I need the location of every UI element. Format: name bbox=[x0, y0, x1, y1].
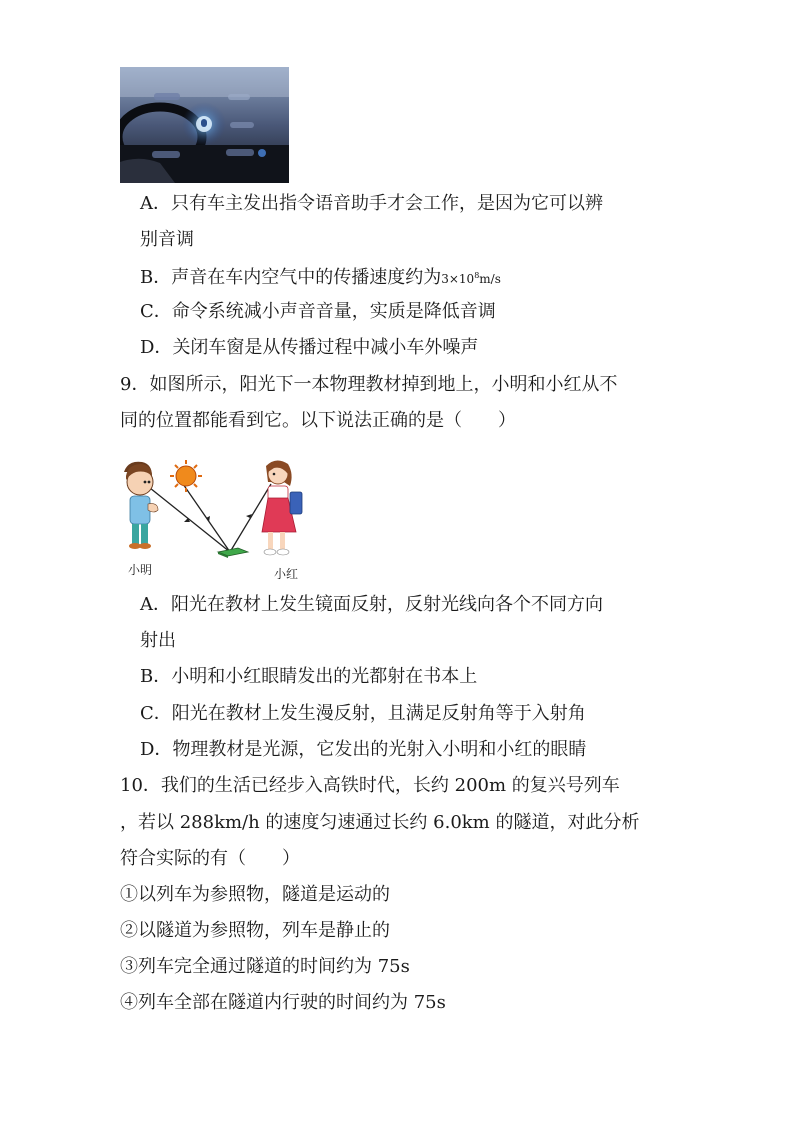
car-dashboard-photo bbox=[120, 67, 289, 183]
q10-statement-4: ④列车全部在隧道内行驶的时间约为 75s bbox=[120, 992, 446, 1013]
reflection-figure bbox=[118, 452, 318, 584]
q10-statement-2: ②以隧道为参照物，列车是静止的 bbox=[120, 920, 390, 941]
q9-option-a-letter: A． bbox=[140, 594, 171, 615]
q8-option-a-letter: A． bbox=[140, 193, 171, 214]
q8-option-c-letter: C． bbox=[140, 301, 172, 322]
label-xiaoming: 小明 bbox=[128, 563, 153, 577]
q9-option-c bbox=[140, 702, 586, 726]
q10-statement-3: ③列车完全通过隧道的时间约为 75s bbox=[120, 956, 410, 977]
q9-option-c-letter: C． bbox=[140, 703, 172, 724]
q8-option-d-letter: D． bbox=[140, 337, 173, 358]
q8-option-b-text: 声音在车内空气中的传播速度约为 bbox=[171, 267, 442, 288]
q8-option-c bbox=[140, 300, 496, 324]
q9-stem-line-2: 同的位置都能看到它。以下说法正确的是（ ） bbox=[120, 410, 516, 431]
q9-option-d-letter: D． bbox=[140, 739, 173, 760]
q9-option-d-text: 物理教材是光源，它发出的光射入小明和小红的眼睛 bbox=[172, 739, 587, 760]
car-dashboard-image bbox=[120, 67, 289, 183]
q8-option-a-text: 只有车主发出指令语音助手才会工作，是因为它可以辨 bbox=[171, 193, 603, 214]
q8-option-b-speed: $3\times 10^8m/s$ bbox=[441, 271, 501, 286]
q9-option-b-text: 小明和小红眼睛发出的光都射在书本上 bbox=[171, 666, 478, 687]
q8-option-d bbox=[140, 336, 478, 360]
q9-option-b bbox=[140, 665, 477, 689]
q10-statement-1: ①以列车为参照物，隧道是运动的 bbox=[120, 884, 390, 905]
q9-option-b-letter: B． bbox=[140, 666, 172, 687]
boy-figure bbox=[124, 462, 158, 549]
q8-option-a bbox=[140, 192, 603, 216]
q9-option-a bbox=[140, 593, 603, 617]
q8-option-a-continuation: 别音调 bbox=[140, 229, 194, 250]
q10-stem-line-3: 符合实际的有（ ） bbox=[120, 848, 300, 869]
q8-option-b-letter: B． bbox=[140, 267, 172, 288]
q9-stem-line-1: 9．如图所示，阳光下一本物理教材掉到地上，小明和小红从不 bbox=[120, 374, 618, 395]
q8-option-d-text: 关闭车窗是从传播过程中减小车外噪声 bbox=[172, 337, 479, 358]
q9-option-a-text: 阳光在教材上发生镜面反射，反射光线向各个不同方向 bbox=[171, 594, 603, 615]
q8-option-c-text: 命令系统减小声音音量，实质是降低音调 bbox=[171, 301, 496, 322]
book-icon bbox=[218, 548, 248, 558]
q9-option-c-text: 阳光在教材上发生漫反射，且满足反射角等于入射角 bbox=[171, 703, 586, 724]
girl-figure bbox=[262, 460, 302, 555]
q9-option-a-continuation: 射出 bbox=[140, 630, 176, 651]
reflected-ray-to-boy bbox=[150, 488, 230, 552]
q10-stem-line-1: 10．我们的生活已经步入高铁时代，长约 200m 的复兴号列车 bbox=[120, 775, 620, 796]
q8-option-b bbox=[140, 264, 501, 291]
label-xiaohong: 小红 bbox=[274, 567, 299, 581]
q10-stem-line-2: ，若以 288km/h 的速度匀速通过长约 6.0km 的隧道，对此分析 bbox=[120, 812, 640, 833]
q9-option-d bbox=[140, 738, 586, 762]
